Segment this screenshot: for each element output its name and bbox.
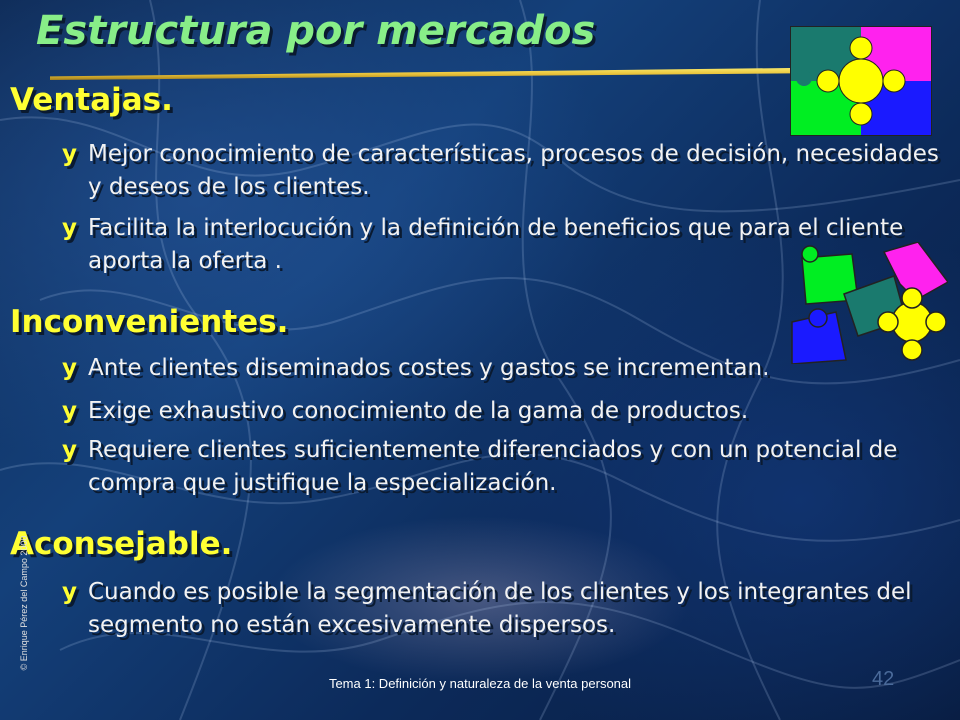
- bullet-item: [62, 138, 950, 204]
- slide-title: Estructura por mercados: [36, 8, 596, 54]
- bullet-text: Facilita la interlocución y la definición de beneficios que para el cliente aporta la oferta .: [88, 215, 904, 274]
- bullet-marker: y: [62, 355, 77, 381]
- puzzle-scattered-icon: [788, 242, 948, 364]
- bullet-item: [62, 576, 950, 642]
- bullet-marker: y: [62, 215, 77, 241]
- bullet-marker: y: [62, 437, 77, 463]
- bullet-text: Ante clientes diseminados costes y gastos se incrementan.: [88, 355, 770, 381]
- bullet-marker: y: [62, 398, 77, 424]
- section-heading-aconsejable: Aconsejable.: [10, 526, 233, 562]
- copyright-notice: © Enrique Pérez del Campo 2000: [19, 535, 29, 671]
- slide-footer: Tema 1: Definición y naturaleza de la venta personal: [328, 676, 632, 691]
- bullet-text: Exige exhaustivo conocimiento de la gama de productos.: [88, 398, 749, 424]
- bullet-text: Cuando es posible la segmentación de los clientes y los integrantes del segmento no están excesivamente dispersos.: [88, 579, 912, 638]
- bullet-marker: y: [62, 141, 77, 167]
- puzzle-assembled-icon: [790, 26, 932, 136]
- section-heading-inconvenientes: Inconvenientes.: [10, 304, 289, 340]
- section-heading-ventajas: Ventajas.: [10, 82, 173, 118]
- bullet-item: [62, 434, 950, 500]
- bullet-item: [62, 395, 950, 428]
- page-number: 42: [872, 668, 895, 690]
- bullet-text: Requiere clientes suficientemente diferenciados y con un potencial de compra que justifique la especialización.: [88, 437, 898, 496]
- bullet-text: Mejor conocimiento de características, procesos de decisión, necesidades y deseos de los clientes.: [88, 141, 939, 200]
- bullet-marker: y: [62, 579, 77, 605]
